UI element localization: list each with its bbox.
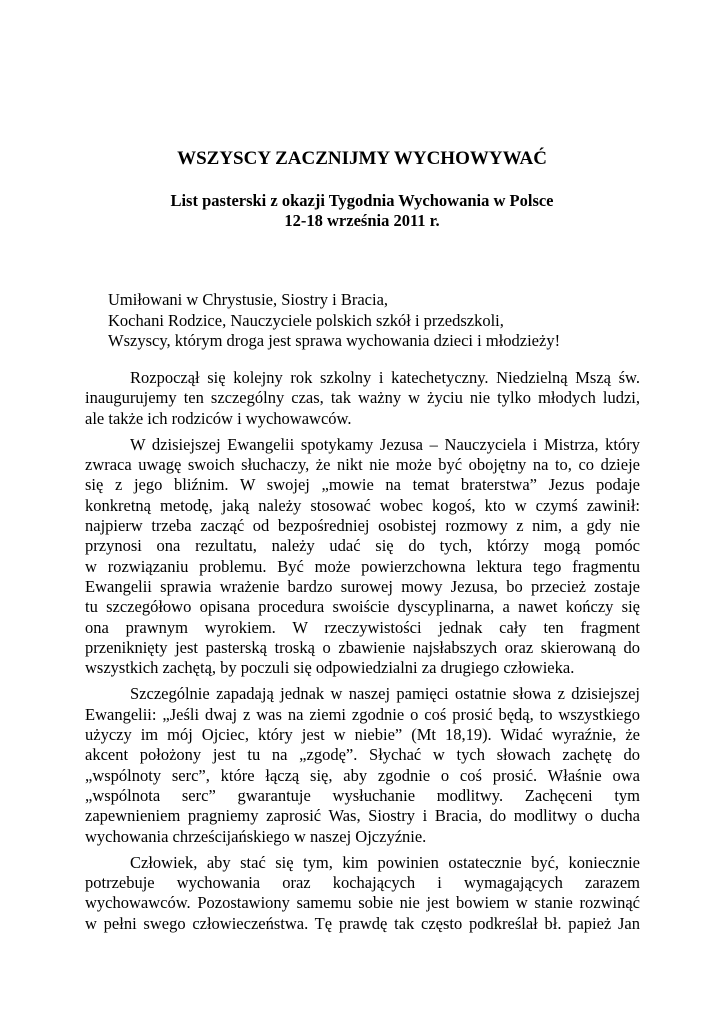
text-line: ale także ich rodziców i wychowawców. bbox=[85, 408, 352, 428]
text-line: użyczy im mój Ojciec, który jest w niebie” (Mt 18,19). Widać wyraźnie, że bbox=[85, 725, 640, 745]
text-line: się z jego bliźnim. W swojej „mowie na temat braterstwa” Jezus podaje bbox=[85, 475, 640, 495]
text-line: „wspólnoty serc”, które łączą się, aby zgodnie o coś prosić. Właśnie owa bbox=[85, 765, 640, 785]
salutation bbox=[108, 290, 560, 352]
text-line: Ewangelii sprawia wrażenie bardzo surowej mowy Jezusa, bo przecież zostaje bbox=[85, 576, 640, 596]
text-line: akcent położony jest tu na „zgodę”. Słychać w tych słowach zachętę do bbox=[85, 745, 640, 765]
letter-body bbox=[85, 368, 640, 940]
text-line: konkretną metodę, jaką należy stosować wobec kogoś, kto w czymś zawinił: bbox=[85, 495, 640, 515]
salutation-line: Umiłowani w Chrystusie, Siostry i Bracia, bbox=[108, 290, 389, 309]
page-title: WSZYSCY ZACZNIJMY WYCHOWYWAĆ bbox=[177, 148, 547, 169]
salutation-line: Wszyscy, którym droga jest sprawa wychowania dzieci i młodzieży! bbox=[108, 331, 561, 350]
text-line: Szczególnie zapadają jednak w naszej pamięci ostatnie słowa z dzisiejszej bbox=[130, 684, 640, 704]
text-line: wszystkich zachętą, by poczuli się odpowiedzialni za drugiego człowieka. bbox=[85, 658, 575, 678]
subtitle-line: List pasterski z okazji Tygodnia Wychowania w Polsce bbox=[170, 191, 554, 210]
text-line: zapewnieniem pragniemy zaprosić Was, Siostry i Bracia, do modlitwy o ducha bbox=[85, 806, 640, 826]
text-line: wychowania chrześcijańskiego w naszej Ojczyźnie. bbox=[85, 826, 427, 846]
text-line: Człowiek, aby stać się tym, kim powinien ostatecznie być, koniecznie bbox=[130, 852, 640, 872]
text-line: Ewangelii: „Jeśli dwaj z was na ziemi zgodnie o coś prosić będą, to wszystkiego bbox=[85, 704, 640, 724]
subtitle bbox=[0, 191, 724, 231]
text-line: w pełni swego człowieczeństwa. Tę prawdę tak często podkreślał bł. papież Jan bbox=[85, 913, 640, 933]
paragraph-4 bbox=[85, 853, 640, 934]
paragraph-1 bbox=[85, 368, 640, 429]
text-line: W dzisiejszej Ewangelii spotykamy Jezusa – Nauczyciela i Mistrza, który bbox=[130, 434, 640, 454]
text-line: przeniknięty jest pasterską troską o zbawienie najsłabszych oraz skierowaną do bbox=[85, 637, 640, 657]
text-line: inaugurujemy ten szczególny czas, tak ważny w życiu nie tylko młodych ludzi, bbox=[85, 388, 640, 408]
text-line: wychowawców. Pozostawiony samemu sobie nie jest bowiem w stanie rozwinąć bbox=[85, 893, 640, 913]
text-line: ona prawnym wyrokiem. W rzeczywistości jednak cały ten fragment bbox=[85, 617, 640, 637]
paragraph-2 bbox=[85, 435, 640, 679]
text-line: tu szczegółowo opisana procedura swoiście dyscyplinarna, a nawet kończy się bbox=[85, 597, 640, 617]
text-line: najpierw trzeba zacząć od bezpośredniej osobistej rozmowy z nim, a gdy nie bbox=[85, 516, 640, 536]
text-line: „wspólnota serc” gwarantuje wysłuchanie modlitwy. Zachęceni tym bbox=[85, 785, 640, 805]
text-line: potrzebuje wychowania oraz kochających i wymagających zarazem bbox=[85, 873, 640, 893]
text-line: zwraca uwagę swoich słuchaczy, że nikt nie może być obojętny na to, co dzieje bbox=[85, 455, 640, 475]
paragraph-3 bbox=[85, 684, 640, 846]
text-line: Rozpoczął się kolejny rok szkolny i katechetyczny. Niedzielną Mszą św. bbox=[130, 368, 640, 387]
text-line: przynosi ona rezultatu, należy udać się do tych, którzy mogą pomóc bbox=[85, 536, 640, 556]
subtitle-date: 12-18 września 2011 r. bbox=[284, 211, 440, 230]
text-line: w rozwiązaniu problemu. Być może powierzchowna lektura tego fragmentu bbox=[85, 556, 640, 576]
salutation-line: Kochani Rodzice, Nauczyciele polskich szkół i przedszkoli, bbox=[108, 310, 504, 330]
